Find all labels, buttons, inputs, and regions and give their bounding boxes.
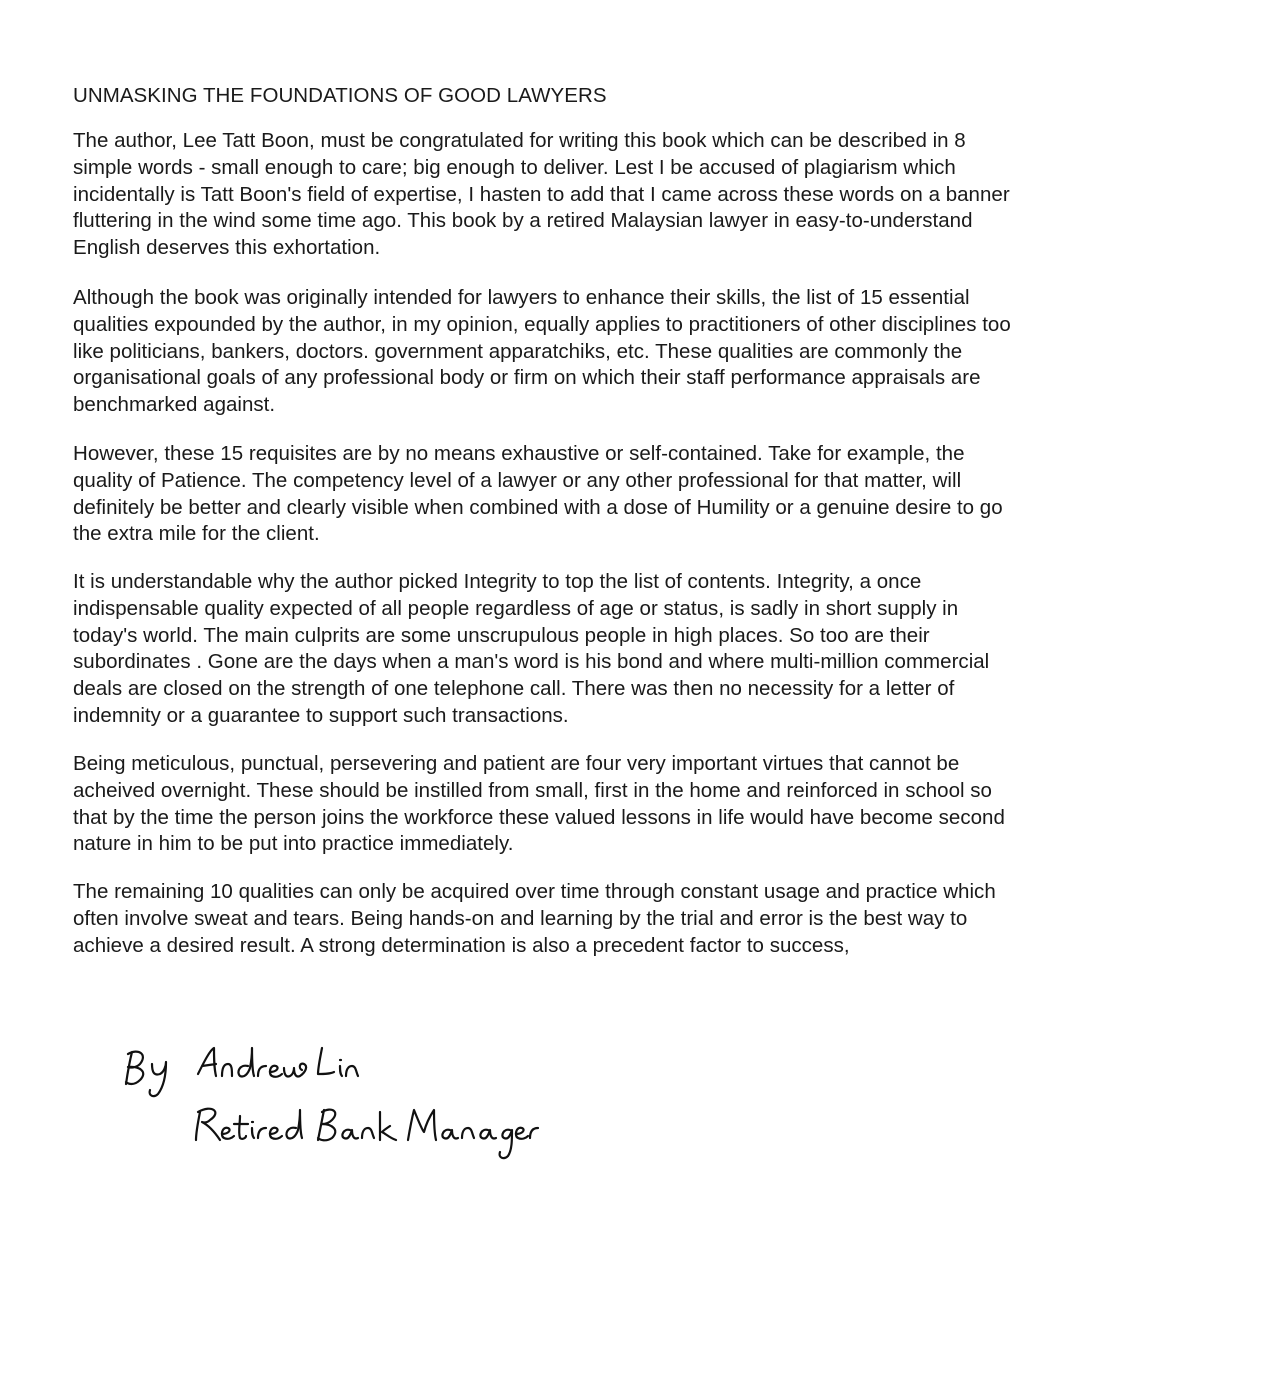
paragraph-line: incidentally is Tatt Boon's field of expertise, I hasten to add that I came across these words on a banner (73, 182, 1010, 206)
paragraph-line: English deserves this exhortation. (73, 236, 381, 260)
paragraph-line: simple words - small enough to care; big enough to deliver. Lest I be accused of plagiarism which (73, 155, 956, 179)
paragraph-line: today's world. The main culprits are some unscrupulous people in high places. So too are their (73, 623, 930, 647)
paragraph-line: Being meticulous, punctual, persevering and patient are four very important virtues that cannot be (73, 752, 960, 775)
paragraph-line: indispensable quality expected of all people regardless of age or status, is sadly in short supply in (73, 596, 959, 620)
paragraph-line: that by the time the person joins the workforce these valued lessons in life would have become second (73, 805, 1005, 829)
paragraph-line: The author, Lee Tatt Boon, must be congratulated for writing this book which can be described in 8 (73, 129, 966, 152)
paragraph-line: like politicians, bankers, doctors. government apparatchiks, etc. These qualities are commonly the (73, 339, 963, 363)
paragraph-line: acheived overnight. These should be instilled from small, first in the home and reinforced in school so (73, 778, 992, 802)
document-title: UNMASKING THE FOUNDATIONS OF GOOD LAWYERS (73, 84, 607, 107)
paragraph-line: the extra mile for the client. (73, 522, 320, 546)
paragraph-3 (73, 441, 1003, 548)
paragraph-line: often involve sweat and tears. Being hands-on and learning by the trial and error is the best way to (73, 906, 968, 930)
paragraph-line: deals are closed on the strength of one telephone call. There was then no necessity for a letter of (73, 677, 955, 701)
paragraph-line: organisational goals of any professional body or firm on which their staff performance appraisals are (73, 366, 981, 390)
paragraph-line: qualities expounded by the author, in my opinion, equally applies to practitioners of other disciplines too (73, 312, 1011, 336)
paragraph-line: subordinates . Gone are the days when a man's word is his bond and where multi-million commercial (73, 650, 990, 674)
paragraph-line: indemnity or a guarantee to support such transactions. (73, 703, 569, 727)
handwritten-signature (118, 1040, 548, 1160)
paragraph-line: However, these 15 requisites are by no means exhaustive or self-contained. Take for example, the (73, 442, 965, 465)
paragraph-2 (73, 285, 1011, 419)
paragraph-line: benchmarked against. (73, 393, 276, 417)
paragraph-4 (73, 569, 989, 730)
paragraph-line: The remaining 10 qualities can only be acquired over time through constant usage and practice which (73, 880, 996, 903)
paragraph-line: Although the book was originally intended for lawyers to enhance their skills, the list of 15 essential (73, 286, 970, 309)
paragraph-line: It is understandable why the author picked Integrity to top the list of contents. Integrity, a once (73, 570, 922, 593)
paragraph-line: quality of Patience. The competency level of a lawyer or any other professional for that matter, will (73, 468, 962, 492)
paragraph-line: definitely be better and clearly visible when combined with a dose of Humility or a genuine desire to go (73, 495, 1003, 519)
paragraph-1 (73, 128, 1010, 262)
paragraph-5 (73, 751, 1005, 858)
paragraph-line: nature in him to be put into practice immediately. (73, 832, 514, 856)
signature-drawing (118, 1040, 548, 1160)
paragraph-6 (73, 879, 996, 959)
paragraph-line: achieve a desired result. A strong determination is also a precedent factor to success, (73, 933, 850, 957)
paragraph-line: fluttering in the wind some time ago. This book by a retired Malaysian lawyer in easy-to-understand (73, 209, 973, 233)
